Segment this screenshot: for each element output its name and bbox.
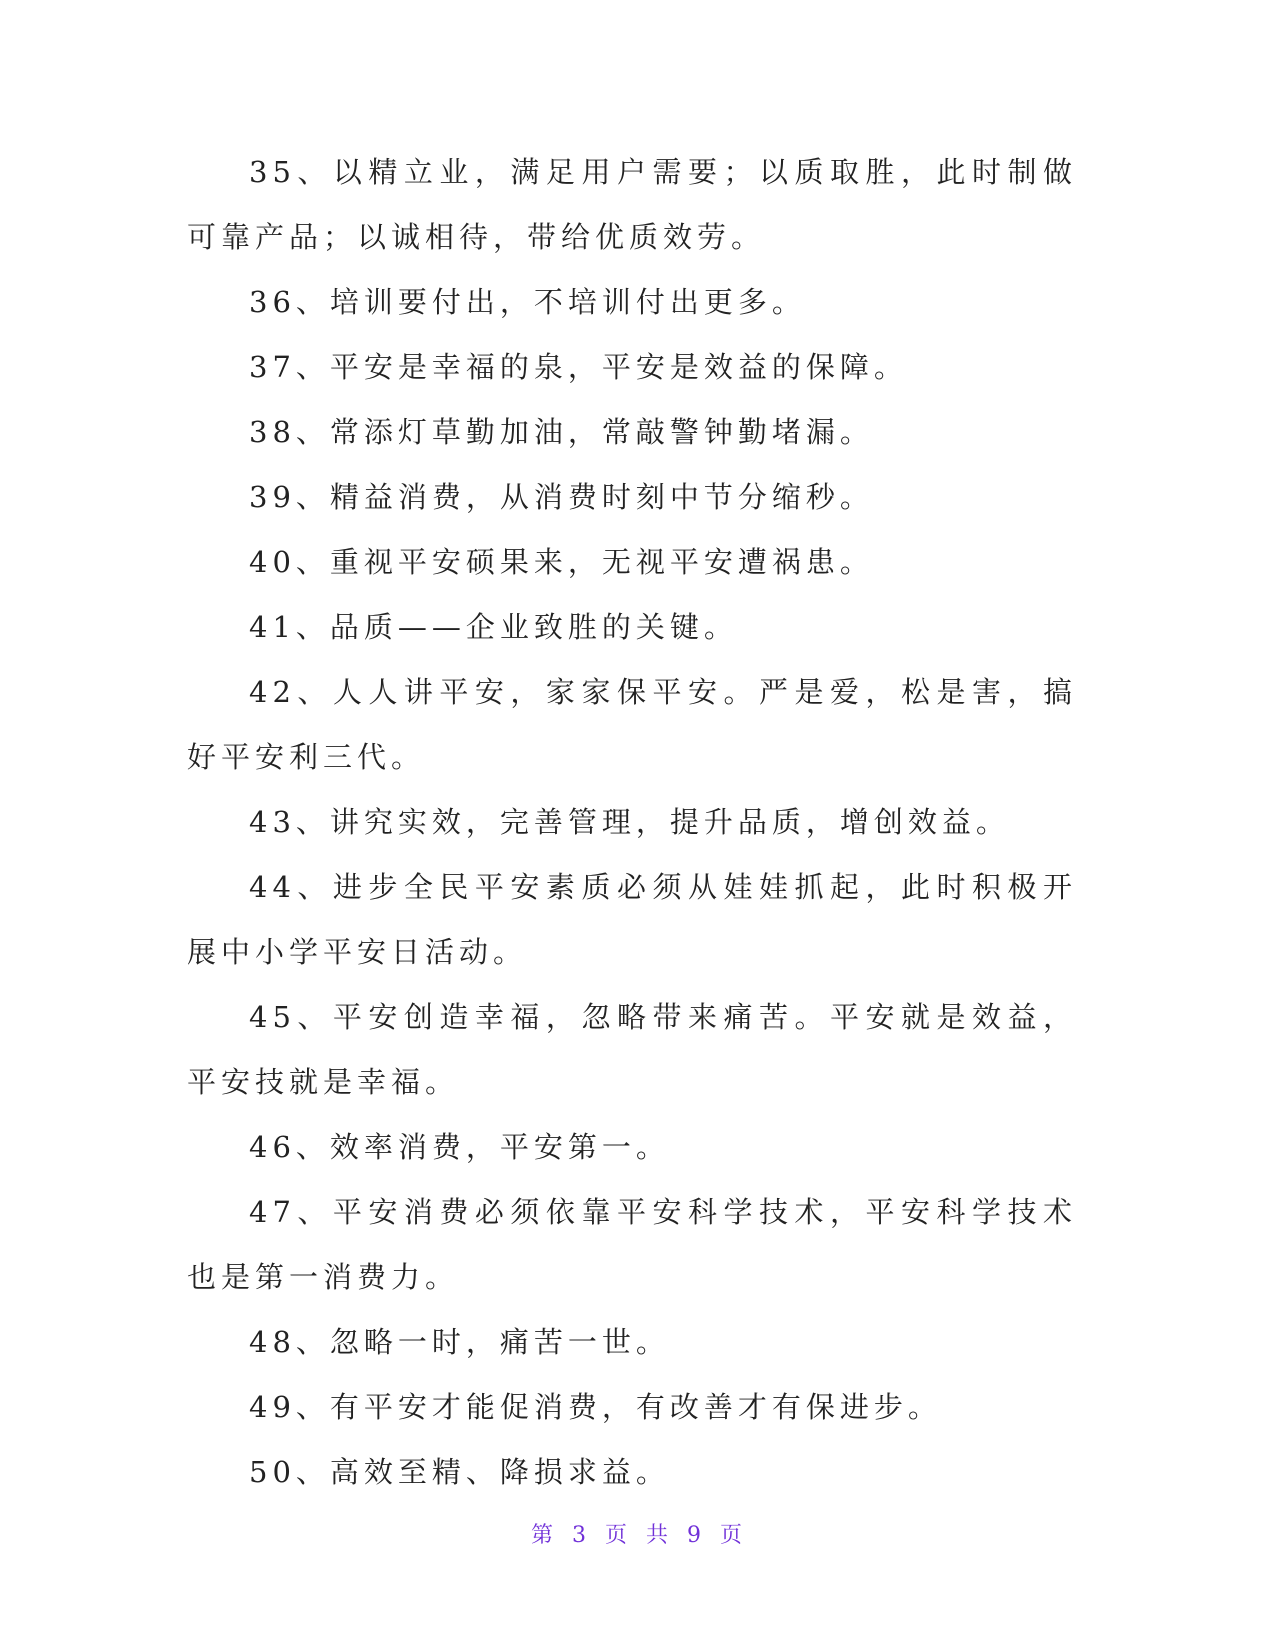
list-item: 49、有平安才能促消费，有改善才有保进步。 (249, 1390, 942, 1424)
list-item: 40、重视平安硕果来，无视平安遭祸患。 (249, 545, 874, 579)
list-item: 38、常添灯草勤加油，常敲警钟勤堵漏。 (249, 415, 874, 449)
list-item: 45、平安创造幸福，忽略带来痛苦。平安就是效益，平安技就是幸福。 (187, 1000, 1077, 1099)
footer-total-word: 共 (646, 1523, 671, 1548)
list-item: 37、平安是幸福的泉，平安是效益的保障。 (249, 350, 908, 384)
list-item: 50、高效至精、降损求益。 (249, 1455, 670, 1489)
total-pages-number: 9 (687, 1523, 704, 1548)
list-item: 47、平安消费必须依靠平安科学技术，平安科学技术也是第一消费力。 (187, 1195, 1077, 1294)
list-item: 36、培训要付出，不培训付出更多。 (249, 285, 806, 319)
list-item: 35、以精立业，满足用户需要；以质取胜，此时制做可靠产品；以诚相待，带给优质效劳。 (187, 155, 1077, 254)
list-item: 44、进步全民平安素质必须从娃娃抓起，此时积极开展中小学平安日活动。 (187, 870, 1077, 969)
list-item: 48、忽略一时，痛苦一世。 (249, 1325, 670, 1359)
current-page-number: 3 (571, 1523, 588, 1548)
list-item: 42、人人讲平安，家家保平安。严是爱，松是害，搞好平安利三代。 (187, 675, 1077, 774)
list-item: 41、品质——企业致胜的关键。 (249, 610, 738, 644)
document-body (187, 140, 1077, 1505)
list-item: 46、效率消费，平安第一。 (249, 1130, 670, 1164)
list-item: 39、精益消费，从消费时刻中节分缩秒。 (249, 480, 874, 514)
footer-prefix: 第 (530, 1523, 555, 1548)
footer-suffix: 页 (720, 1523, 745, 1548)
page-footer (0, 1518, 1275, 1549)
footer-page-word: 页 (604, 1523, 629, 1548)
list-item: 43、讲究实效，完善管理，提升品质，增创效益。 (249, 805, 1010, 839)
